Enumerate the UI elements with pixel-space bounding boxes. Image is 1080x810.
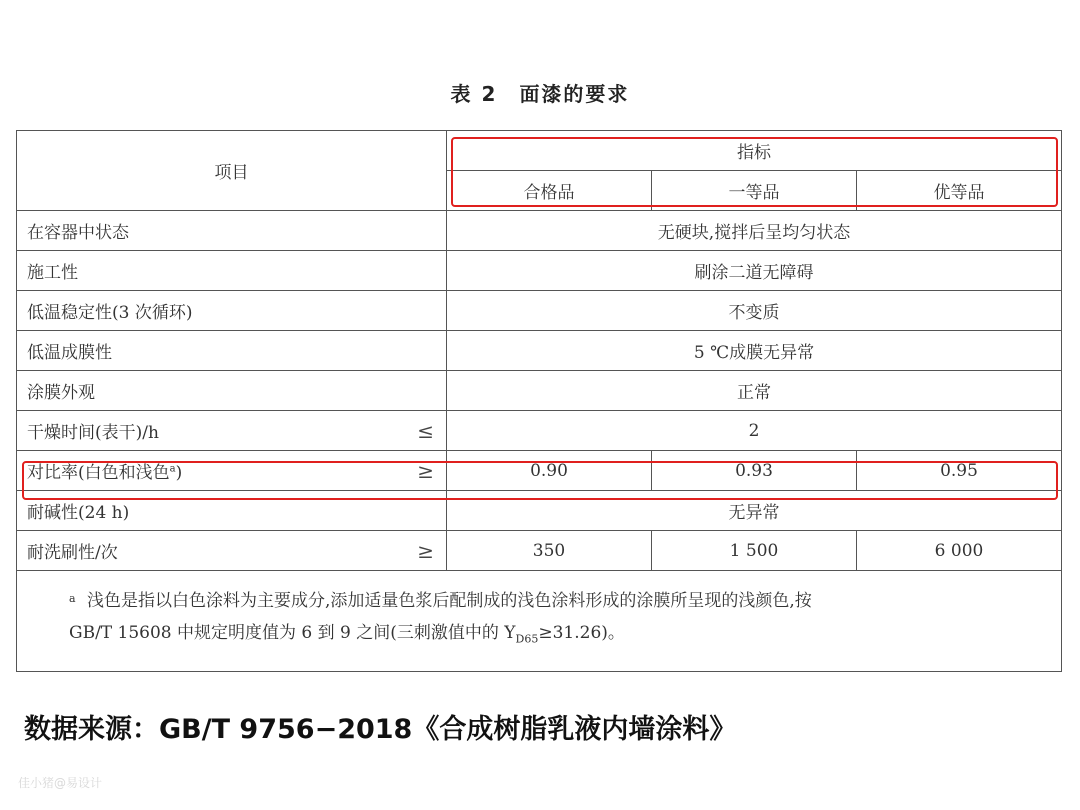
footnote-text-2: GB/T 15608 中规定明度值为 6 到 9 之间(三刺激值中的 Y — [69, 623, 516, 643]
header-row — [17, 131, 1062, 171]
row-item: 低温稳定性(3 次循环) — [17, 291, 447, 331]
grade-first: 一等品 — [652, 171, 857, 211]
row-value: 5 ℃成膜无异常 — [447, 331, 1062, 371]
table-row — [17, 371, 1062, 411]
row-item: 耐碱性(24 h) — [17, 491, 447, 531]
greater-equal-symbol: ≥ — [417, 538, 434, 563]
table-row — [17, 211, 1062, 251]
row-item-label: 干燥时间(表干)/h — [27, 423, 159, 443]
scrub-first: 1 500 — [652, 531, 857, 571]
grade-qualified: 合格品 — [447, 171, 652, 211]
contrast-row — [17, 451, 1062, 491]
footnote-line-2 — [69, 623, 625, 646]
watermark: 佳小猪@易设计 — [18, 776, 103, 790]
grade-superior: 优等品 — [857, 171, 1062, 211]
row-item: 涂膜外观 — [17, 371, 447, 411]
less-equal-symbol: ≤ — [417, 418, 434, 443]
greater-equal-symbol: ≥ — [417, 458, 434, 483]
footnote-row — [17, 571, 1062, 672]
footnote-text-1: 浅色是指以白色涂料为主要成分,添加适量色浆后配制成的浅色涂料形成的涂膜所呈现的浅颜色,按 — [87, 591, 812, 611]
row-item — [17, 411, 447, 451]
contrast-first: 0.93 — [652, 451, 857, 491]
row-item: 在容器中状态 — [17, 211, 447, 251]
table-row — [17, 251, 1062, 291]
footnote-mark: a — [69, 592, 76, 605]
row-item-label: 对比率(白色和浅色 — [27, 463, 170, 483]
row-item — [17, 531, 447, 571]
row-value: 刷涂二道无障碍 — [447, 251, 1062, 291]
table-row — [17, 491, 1062, 531]
table-row — [17, 331, 1062, 371]
scrub-qualified: 350 — [447, 531, 652, 571]
row-value: 不变质 — [447, 291, 1062, 331]
footnote-ref: a — [169, 463, 176, 475]
contrast-qualified: 0.90 — [447, 451, 652, 491]
row-item-close: ) — [175, 463, 183, 483]
row-value: 无异常 — [447, 491, 1062, 531]
row-value: 无硬块,搅拌后呈均匀状态 — [447, 211, 1062, 251]
header-item: 项目 — [17, 131, 447, 211]
table-row — [17, 291, 1062, 331]
requirements-table — [16, 130, 1062, 672]
table-title — [0, 78, 1080, 107]
data-source: 数据来源：GB/T 9756−2018《合成树脂乳液内墙涂料》 — [24, 714, 737, 745]
table-title-text: 面漆的要求 — [519, 82, 630, 106]
row-value: 正常 — [447, 371, 1062, 411]
table-row — [17, 411, 1062, 451]
scrub-superior: 6 000 — [857, 531, 1062, 571]
row-item: 低温成膜性 — [17, 331, 447, 371]
row-item-label: 耐洗刷性/次 — [27, 543, 118, 563]
row-value: 2 — [447, 411, 1062, 451]
row-item: 施工性 — [17, 251, 447, 291]
footnote-sub: D65 — [515, 632, 539, 646]
scrub-row — [17, 531, 1062, 571]
contrast-superior: 0.95 — [857, 451, 1062, 491]
row-item — [17, 451, 447, 491]
footnote — [17, 571, 1062, 672]
header-indicator: 指标 — [447, 131, 1062, 171]
table-number: 表 2 — [450, 82, 498, 106]
footnote-text-3: ≥31.26)。 — [538, 623, 625, 643]
